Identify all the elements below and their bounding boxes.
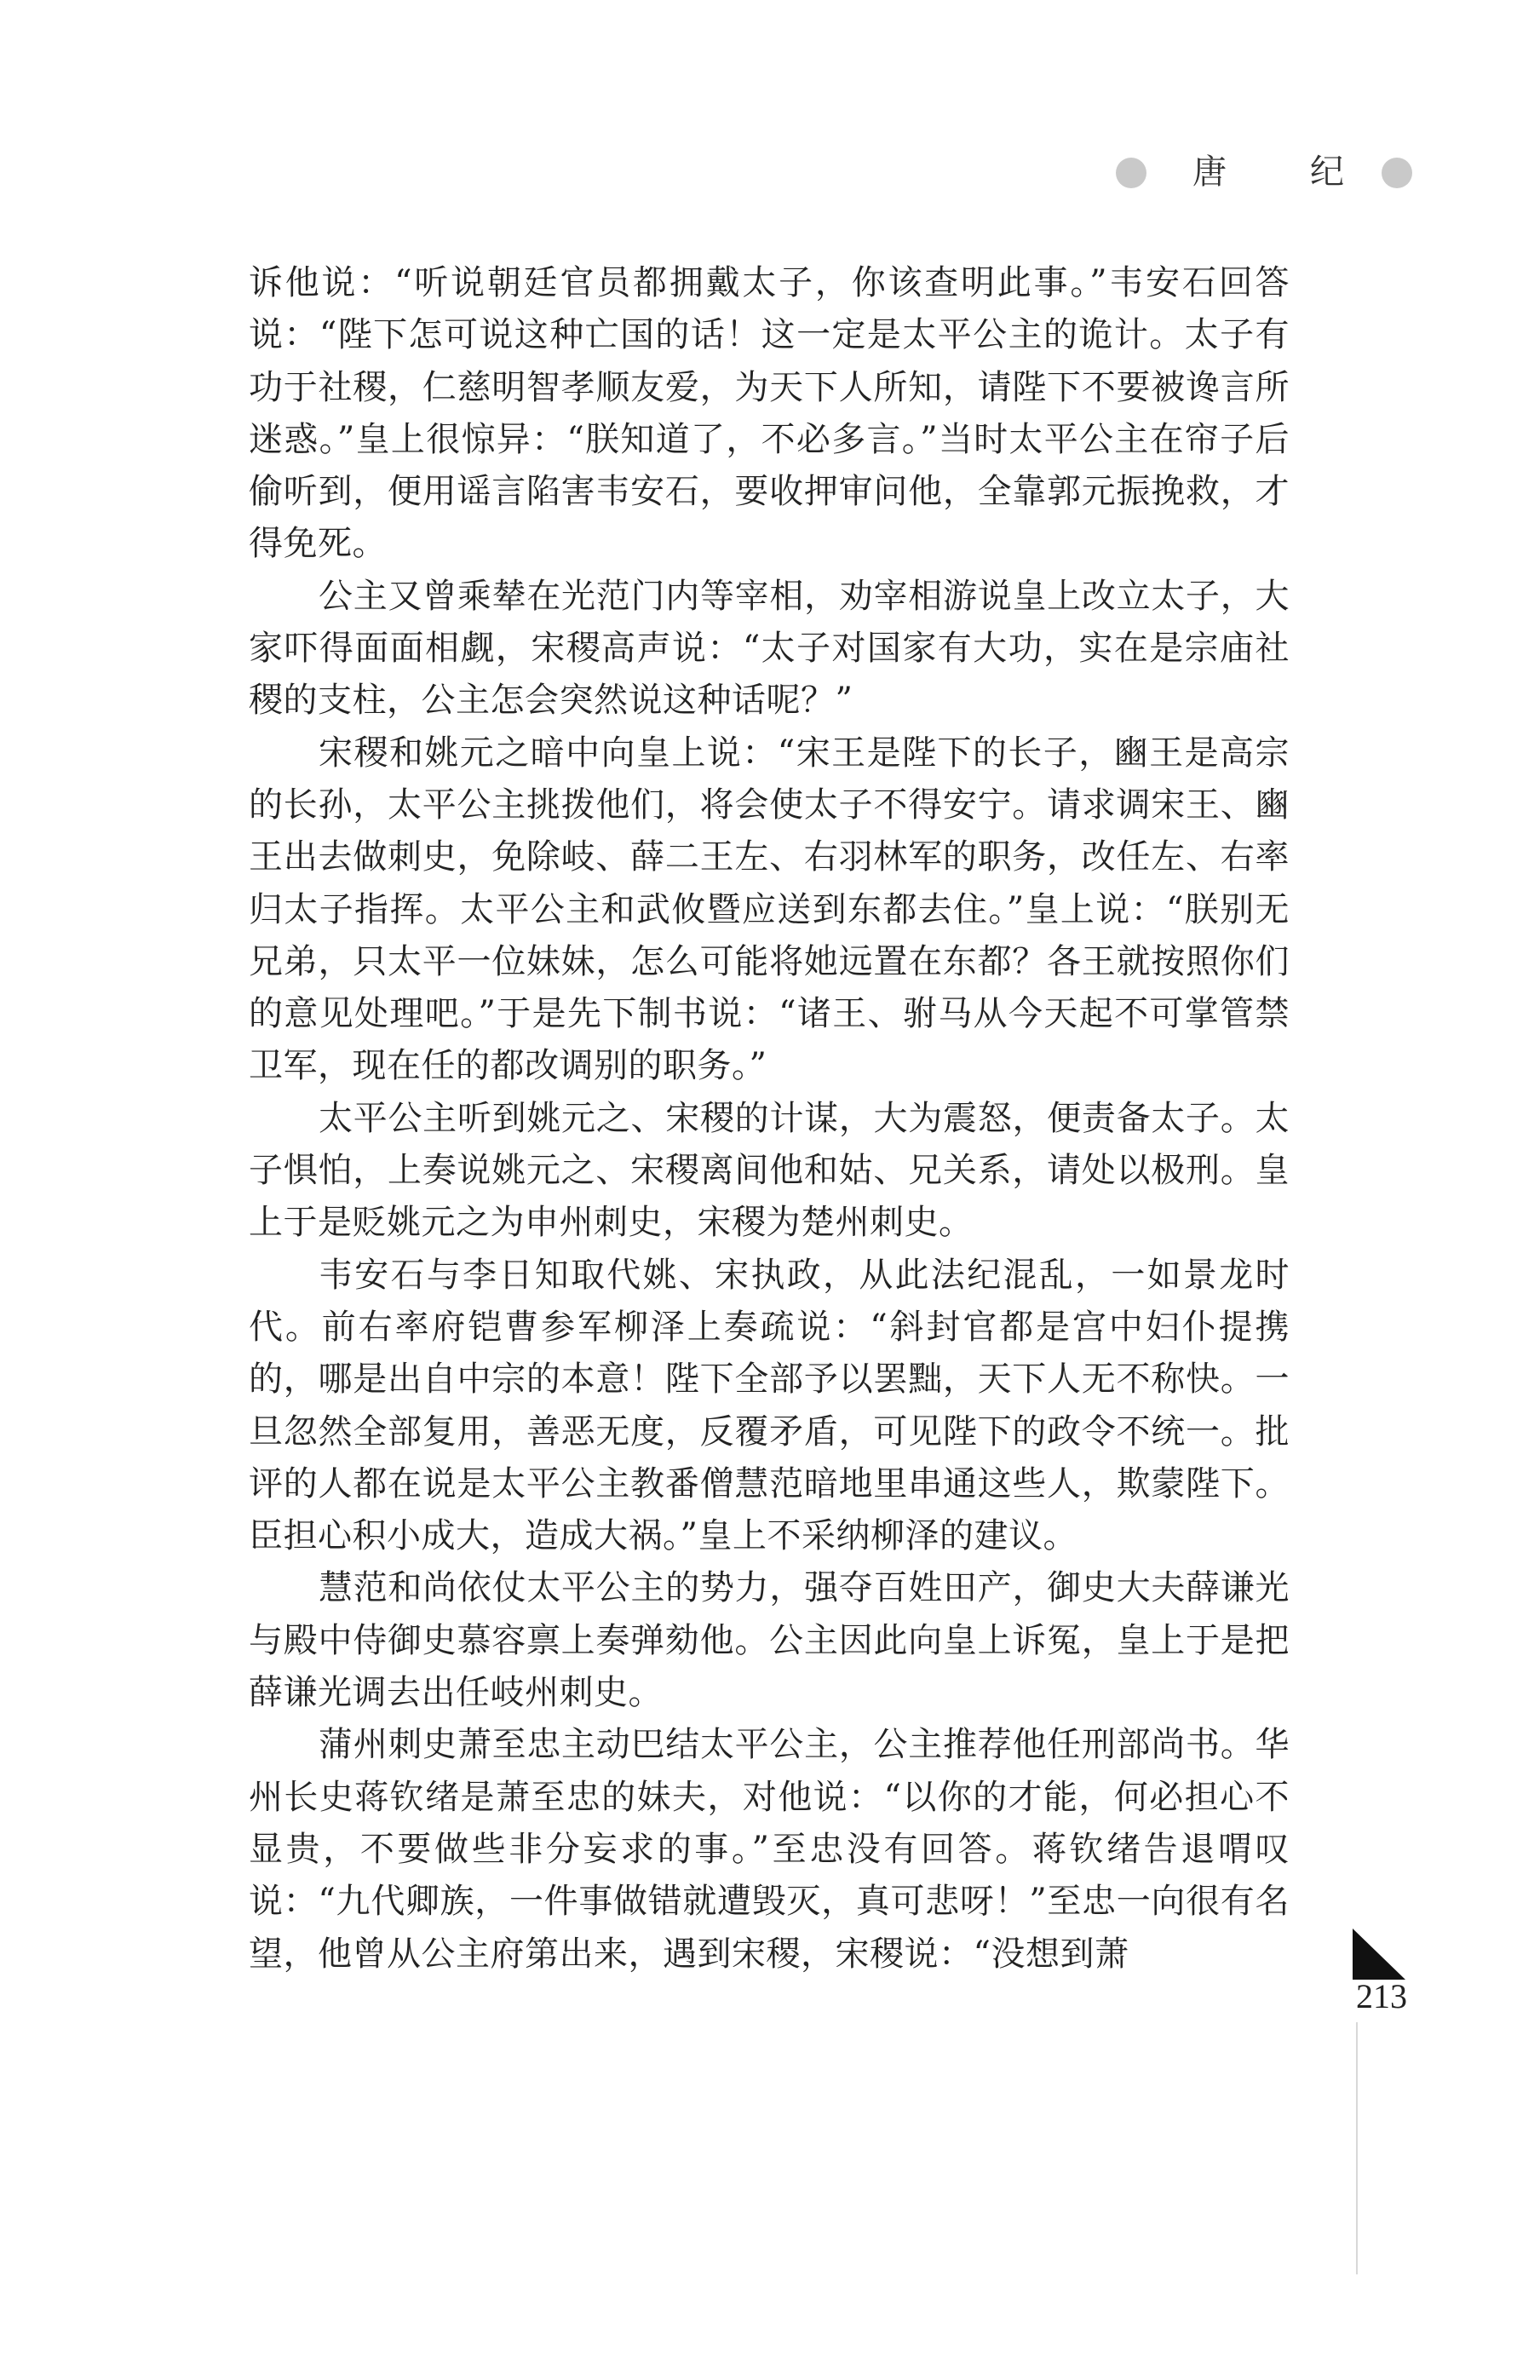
- header-title-char-1: 唐: [1192, 152, 1227, 192]
- page-number: 213: [1356, 1977, 1407, 2015]
- paragraph-6: 慧范和尚依仗太平公主的势力，强夺百姓田产，御史大夫薛谦光与殿中侍御史慕容禀上奏弹劾他。公主因此向皇上诉冤，皇上于是把薛谦光调去出任岐州刺史。: [249, 1568, 1290, 1713]
- header-dot-right: [1382, 158, 1412, 188]
- paragraph-3: 宋稷和姚元之暗中向皇上说：“宋王是陛下的长子，豳王是高宗的长孙，太平公主挑拨他们，将会使太子不得安宁。请求调宋王、豳王出去做刺史，免除岐、薛二王左、右羽林军的职务，改任左、右率归太子指挥。太平公主和武攸暨应送到东都去住。”皇上说：“朕别无兄弟，只太平一位妹妹，怎么可能将她远置在东都？各王就按照你们的意见处理吧。”于是先下制书说：“诸王、驸马从今天起不可掌管禁卫军，现在任的都改调别的职务。”: [249, 733, 1290, 1086]
- header-title-char-2: 纪: [1310, 152, 1344, 192]
- running-header: [1107, 143, 1431, 203]
- paragraph-1: 诉他说：“听说朝廷官员都拥戴太子，你该查明此事。”韦安石回答说：“陛下怎可说这种亡国的话！这一定是太平公主的诡计。太子有功于社稷，仁慈明智孝顺友爱，为天下人所知，请陛下不要被谗言所迷惑。”皇上很惊异：“朕知道了，不必多言。”当时太平公主在帘子后偷听到，便用谣言陷害韦安石，要收押审问他，全靠郭元振挽救，才得免死。: [249, 263, 1290, 564]
- margin-rule: [1356, 2022, 1358, 2274]
- paragraph-4: 太平公主听到姚元之、宋稷的计谋，大为震怒，便责备太子。太子惧怕，上奏说姚元之、宋稷离间他和姑、兄关系，请处以极刑。皇上于是贬姚元之为申州刺史，宋稷为楚州刺史。: [249, 1098, 1290, 1243]
- paragraph-2: 公主又曾乘辇在光范门内等宰相，劝宰相游说皇上改立太子，大家吓得面面相觑，宋稷高声说：“太子对国家有大功，实在是宗庙社稷的支柱，公主怎会突然说这种话呢？”: [249, 576, 1290, 721]
- header-dot-left: [1116, 158, 1146, 188]
- paragraph-5: 韦安石与李日知取代姚、宋执政，从此法纪混乱，一如景龙时代。前右率府铠曹参军柳泽上奏疏说：“斜封官都是宫中妇仆提携的，哪是出自中宗的本意！陛下全部予以罢黜，天下人无不称快。一旦忽然全部复用，善恶无度，反覆矛盾，可见陛下的政令不统一。批评的人都在说是太平公主教番僧慧范暗地里串通这些人，欺蒙陛下。臣担心积小成大，造成大祸。”皇上不采纳柳泽的建议。: [249, 1255, 1290, 1556]
- paragraph-7: 蒲州刺史萧至忠主动巴结太平公主，公主推荐他任刑部尚书。华州长史蒋钦绪是萧至忠的妹夫，对他说：“以你的才能，何必担心不显贵，不要做些非分妄求的事。”至忠没有回答。蒋钦绪告退喟叹说：“九代卿族，一件事做错就遭毁灭，真可悲呀！”至忠一向很有名望，他曾从公主府第出来，遇到宋稷，宋稷说：“没想到萧: [249, 1725, 1290, 1974]
- body-text: [249, 257, 1290, 1980]
- page-corner-marker: [1353, 1929, 1405, 1980]
